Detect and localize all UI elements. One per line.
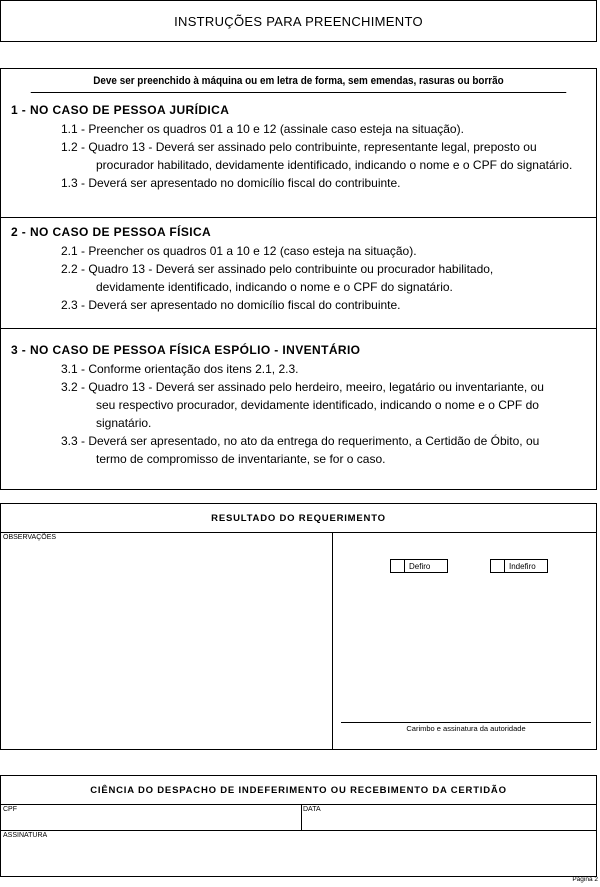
list-item: 3.1 - Conforme orientação dos itens 2.1, 2.3.: [61, 362, 299, 376]
indefiro-checkbox[interactable]: [490, 559, 548, 573]
page-title-text: INSTRUÇÕES PARA PREENCHIMENTO: [174, 13, 423, 29]
section-pessoa-juridica: [1, 101, 596, 192]
list-item: 1.2 - Quadro 13 - Deverá ser assinado pelo contribuinte, representante legal, preposto ou procurador habilitado, devidamente identificado, indicando o nome e o CPF do signatário.: [61, 140, 573, 172]
observacoes-label: OBSERVAÇÕES: [3, 534, 57, 541]
list-item: 2.1 - Preencher os quadros 01 a 10 e 12 (caso esteja na situação).: [61, 244, 417, 258]
ciencia-box: [0, 775, 597, 877]
ciencia-header: CIÊNCIA DO DESPACHO DE INDEFERIMENTO OU RECEBIMENTO DA CERTIDÃO: [1, 776, 596, 805]
page-title: [0, 0, 597, 42]
checkbox-square[interactable]: [391, 560, 405, 572]
defiro-checkbox[interactable]: [390, 559, 448, 573]
signature-label: Carimbo e assinatura da autoridade: [406, 724, 526, 733]
divider: [1, 217, 596, 218]
section-title: 1 - NO CASO DE PESSOA JURÍDICA: [11, 103, 230, 117]
list-item: 2.3 - Deverá ser apresentado no domicílio fiscal do contribuinte.: [61, 298, 401, 312]
checkbox-square[interactable]: [491, 560, 505, 572]
page-number: Página 2: [572, 876, 598, 883]
vertical-divider: [332, 532, 333, 749]
list-item: 3.2 - Quadro 13 - Deverá ser assinado pelo herdeiro, meeiro, legatário ou inventariante, ou seu respectivo procurador, devidamente identificado, indicando o nome e o CPF do signatário.: [61, 380, 544, 430]
section-espolio-inventario: [1, 341, 596, 468]
list-item: 1.3 - Deverá ser apresentado no domicílio fiscal do contribuinte.: [61, 176, 401, 190]
cpf-label: CPF: [3, 806, 17, 813]
section-title: 2 - NO CASO DE PESSOA FÍSICA: [11, 225, 212, 239]
list-item: 2.2 - Quadro 13 - Deverá ser assinado pelo contribuinte ou procurador habilitado, devidamente identificado, indicando o nome e o CPF do signatário.: [61, 262, 494, 294]
signature-line: [341, 722, 591, 723]
section-pessoa-fisica: [1, 223, 596, 314]
instructions-header: Deve ser preenchido à máquina ou em letra de forma, sem emendas, rasuras ou borrão: [31, 69, 567, 93]
list-item: 3.3 - Deverá ser apresentado, no ato da entrega do requerimento, a Certidão de Óbito, ou termo de compromisso de inventariante, se for o caso.: [61, 434, 540, 466]
result-header: RESULTADO DO REQUERIMENTO: [1, 504, 596, 533]
defiro-label: Defiro: [409, 561, 431, 571]
row-divider: [1, 830, 596, 831]
instructions-box: [0, 68, 597, 490]
divider: [1, 328, 596, 329]
indefiro-label: Indefiro: [509, 561, 536, 571]
field-divider: [301, 804, 302, 830]
section-title: 3 - NO CASO DE PESSOA FÍSICA ESPÓLIO - INVENTÁRIO: [11, 343, 361, 357]
result-box: [0, 503, 597, 750]
list-item: 1.1 - Preencher os quadros 01 a 10 e 12 (assinale caso esteja na situação).: [61, 122, 464, 136]
assinatura-label: ASSINATURA: [3, 832, 48, 839]
data-label: DATA: [303, 806, 321, 813]
